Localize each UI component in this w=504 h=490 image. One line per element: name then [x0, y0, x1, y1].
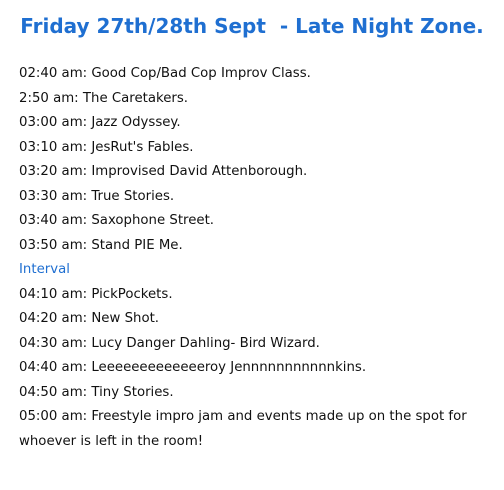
schedule-item-0450: 04:50 am: Tiny Stories.	[19, 384, 174, 400]
schedule-item-0240: 02:40 am: Good Cop/Bad Cop Improv Class.	[19, 66, 311, 81]
schedule-item-0410: 04:10 am: PickPockets.	[19, 286, 173, 302]
schedule-item-0310: 03:10 am: JesRut's Fables.	[19, 139, 194, 155]
schedule-item-0500: 05:00 am: Freestyle impro jam and events made up on the spot for whoever is left in the room!	[19, 409, 467, 449]
schedule-item-0430: 04:30 am: Lucy Danger Dahling- Bird Wizard.	[19, 335, 320, 351]
schedule-item-0320: 03:20 am: Improvised David Attenborough.	[19, 164, 308, 179]
interval-label: Interval	[19, 262, 70, 277]
schedule-item-0340: 03:40 am: Saxophone Street.	[19, 213, 215, 228]
schedule-item-0350: 03:50 am: Stand PIE Me.	[19, 237, 183, 253]
page-title: Friday 27th/28th Sept - Late Night Zone.	[20, 14, 484, 38]
schedule-list	[19, 62, 499, 454]
schedule-item-0250: 2:50 am: The Caretakers.	[19, 90, 189, 106]
schedule-item-0420: 04:20 am: New Shot.	[19, 311, 160, 326]
schedule-item-0300: 03:00 am: Jazz Odyssey.	[19, 115, 181, 130]
schedule-item-0330: 03:30 am: True Stories.	[19, 188, 175, 204]
schedule-item-0440: 04:40 am: Leeeeeeeeeeeeeroy Jennnnnnnnnnnkins.	[19, 360, 367, 375]
